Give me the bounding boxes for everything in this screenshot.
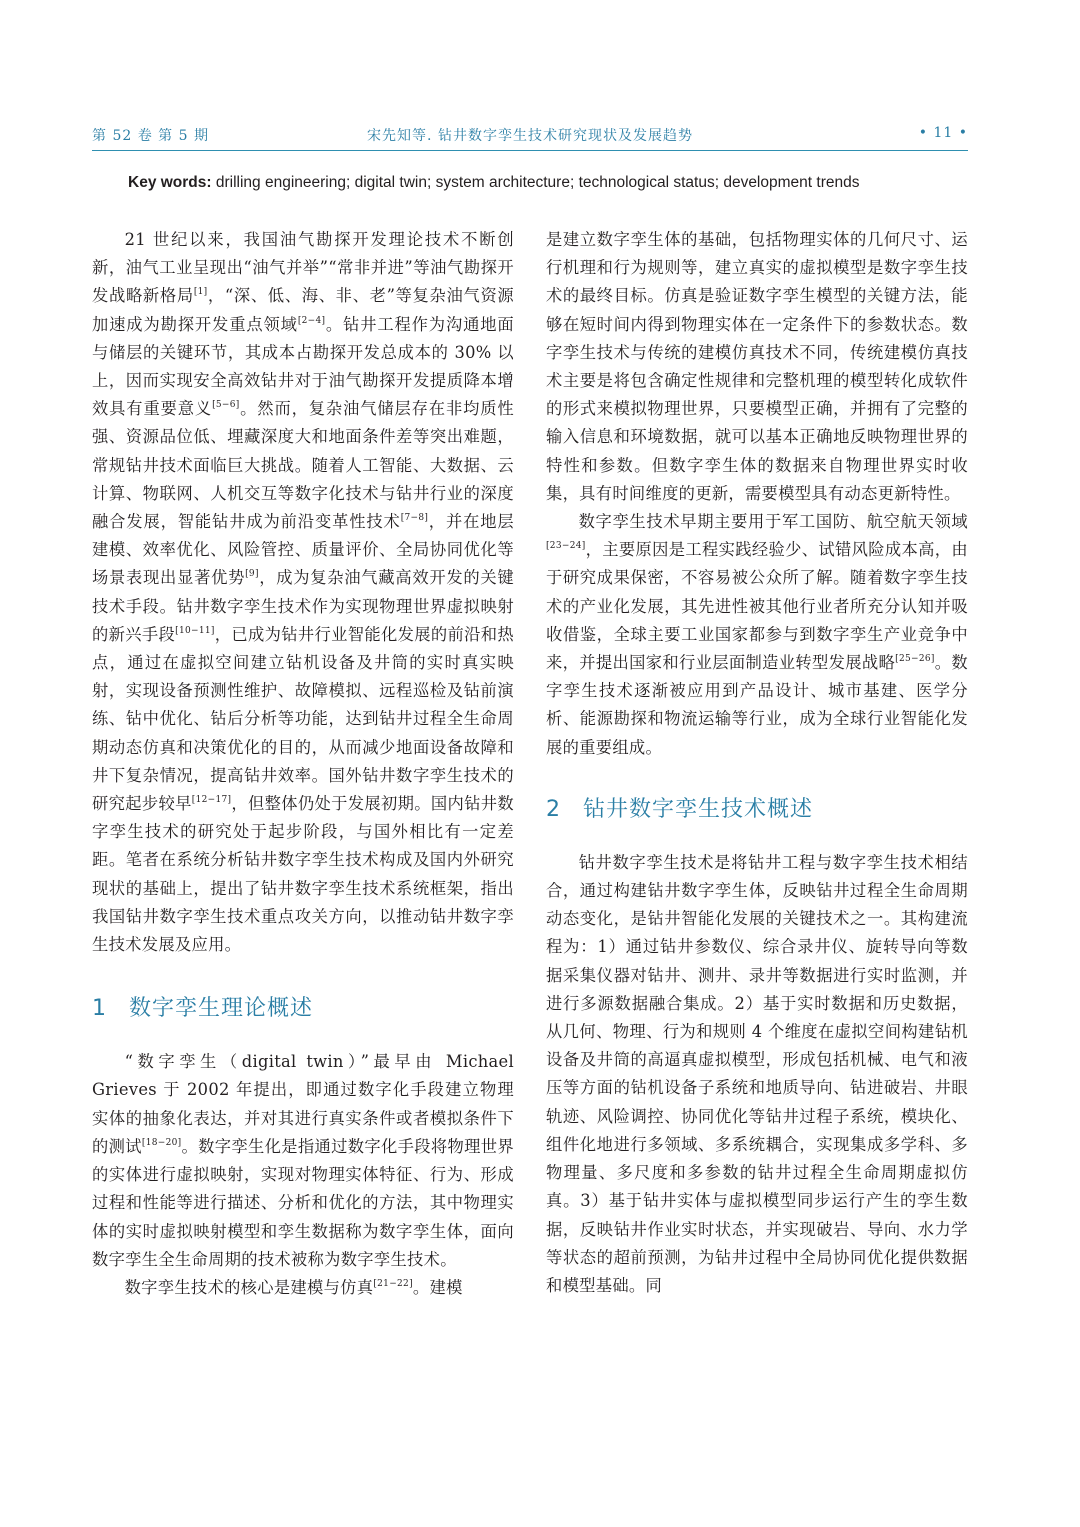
- header-article-title: 宋先知等. 钻井数字孪生技术研究现状及发展趋势: [367, 128, 693, 144]
- citation: [9]: [245, 569, 259, 580]
- citation: [1]: [193, 287, 208, 298]
- keywords-text: drilling engineering; digital twin; system architecture; technological status; development trends: [215, 174, 860, 191]
- running-header: [92, 122, 968, 151]
- section-1-heading: [92, 991, 514, 1022]
- citation: [10−11]: [175, 625, 215, 636]
- citation: [12−17]: [191, 795, 232, 806]
- section-title: 数字孪生理论概述: [129, 996, 314, 1022]
- citation: [21−22]: [373, 1278, 413, 1289]
- paragraph-continued: 是建立数字孪生体的基础，包括物理实体的几何尺寸、运行机理和行为规则等，建立真实的虚拟模型是数字孪生技术的最终目标。仿真是验证数字孪生模型的关键方法，能够在短时间内得到物理实体在一定条件下的参数状态。数字孪生技术与传统的建模仿真技术不同，传统建模仿真技术主要是将包含确定性规律和完整机理的模型转化成软件的形式来模拟物理世界，只要模型正确，并拥有了完整的输入信息和环境数据，就可以基本正确地反映物理世界的特性和参数。但数字孪生体的数据来自物理世界实时收集，具有时间维度的更新，需要模型具有动态更新特性。: [546, 230, 968, 503]
- citation: [23−24]: [546, 541, 586, 552]
- citation: [2−4]: [297, 315, 326, 326]
- header-volume-issue: 第 52 卷 第 5 期: [92, 128, 209, 144]
- paragraph-drilling-digital-twin: 钻井数字孪生技术是将钻井工程与数字孪生技术相结合，通过构建钻井数字孪生体，反映钻井过程全生命周期动态变化，是钻井智能化发展的关键技术之一。其构建流程为：1）通过钻井参数仪、综合录井仪、旋转导向等数据采集仪器对钻井、测井、录井等数据进行实时监测，并进行多源数据融合集成。2）基于实时数据和历史数据，从几何、物理、行为和规则 4 个维度在虚拟空间构建钻机设备及井筒的高逼真虚拟模型，形成包括机械、电气和液压等方面的钻机设备子系统和地质导向、钻进破岩、井眼轨迹、风险调控、协同优化等钻井过程子系统，模块化、组件化地进行多领域、多系统耦合，实现集成多学科、多物理量、多尺度和多参数的钻井过程全生命周期虚拟仿真。3）基于钻井实体与虚拟模型同步运行产生的孪生数据，反映钻井作业实时状态，并实现破岩、导向、水力学等状态的超前预测，为钻井过程中全局协同优化提供数据和模型基础。同: [546, 852, 968, 1295]
- section-number: 2: [546, 796, 561, 822]
- citation: [18−20]: [141, 1137, 182, 1148]
- section-title: 钻井数字孪生技术概述: [583, 796, 814, 822]
- paragraph-digital-twin-origin: “数字孪生（digital twin）”最早由 Michael Grieves 于 2002 年提出，即通过数字化手段建立物理实体的抽象化表达，并对其进行真实条件或者模拟条件下的测试[18−20]。数字孪生化是指通过数字化手段将物理世界的实体进行虚拟映射，实现对物理实体特征、行为、形成过程和性能等进行描述、分析和优化的方法，其中物理实体的实时虚拟映射模型和孪生数据称为数字孪生体，面向数字孪生全生命周期的技术被称为数字孪生技术。: [92, 1052, 514, 1269]
- citation: [7−8]: [400, 513, 429, 524]
- citation: [25−26]: [895, 654, 935, 665]
- intro-paragraph: 21 世纪以来，我国油气勘探开发理论技术不断创新，油气工业呈现出“油气并举”“常非并进”等油气勘探开发战略新格局[1]，“深、低、海、非、老”等复杂油气资源加速成为勘探开发重点领域[2−4]。钻井工程作为沟通地面与储层的关键环节，其成本占勘探开发总成本的 30% 以上，因而实现安全高效钻井对于油气勘探开发提质降本增效具有重要意义[5−6]。然而，复杂油气储层存在非均质性强、资源品位低、埋藏深度大和地面条件差等突出难题，常规钻井技术面临巨大挑战。随着人工智能、大数据、云计算、物联网、人机交互等数字化技术与钻井行业的深度融合发展，智能钻井成为前沿变革性技术[7−8]，并在地层建模、效率优化、风险管控、质量评价、全局协同优化等场景表现出显著优势[9]，成为复杂油气藏高效开发的关键技术手段。钻井数字孪生技术作为实现物理世界虚拟映射的新兴手段[10−11]，已成为钻井行业智能化发展的前沿和热点，通过在虚拟空间建立钻机设备及井筒的实时真实映射，实现设备预测性维护、故障模拟、远程巡检及钻前演练、钻中优化、钻后分析等功能，达到钻井过程全生命周期动态仿真和决策优化的目的，从而减少地面设备故障和井下复杂情况，提高钻井效率。国外钻井数字孪生技术的研究起步较早[12−17]，但整体仍处于发展初期。国内钻井数字孪生技术的研究处于起步阶段，与国外相比有一定差距。笔者在系统分析钻井数字孪生技术构成及国内外研究现状的基础上，提出了钻井数字孪生技术系统框架，指出我国钻井数字孪生技术重点攻关方向，以推动钻井数字孪生技术发展及应用。: [92, 230, 514, 955]
- keywords: [128, 174, 968, 192]
- header-page-number: • 11 •: [918, 125, 968, 141]
- paragraph-modeling-simulation: 数字孪生技术的核心是建模与仿真[21−22]。建模: [124, 1277, 463, 1297]
- section-2-heading: [546, 792, 968, 823]
- citation: [5−6]: [212, 400, 240, 411]
- section-number: 1: [92, 996, 107, 1022]
- keywords-label: Key words:: [128, 174, 212, 191]
- paragraph-early-applications: 数字孪生技术早期主要用于军工国防、航空航天领域[23−24]，主要原因是工程实践经验少、试错风险成本高，由于研究成果保密，不容易被公众所了解。随着数字孪生技术的产业化发展，其先进性被其他行业者所充分认知并吸收借鉴，全球主要工业国家都参与到数字孪生产业竞争中来，并提出国家和行业层面制造业转型发展战略[25−26]。数字孪生技术逐渐被应用到产品设计、城市基建、医学分析、能源勘探和物流运输等行业，成为全球行业智能化发展的重要组成。: [546, 512, 968, 757]
- left-column: [92, 226, 514, 1302]
- right-column: [546, 226, 968, 1300]
